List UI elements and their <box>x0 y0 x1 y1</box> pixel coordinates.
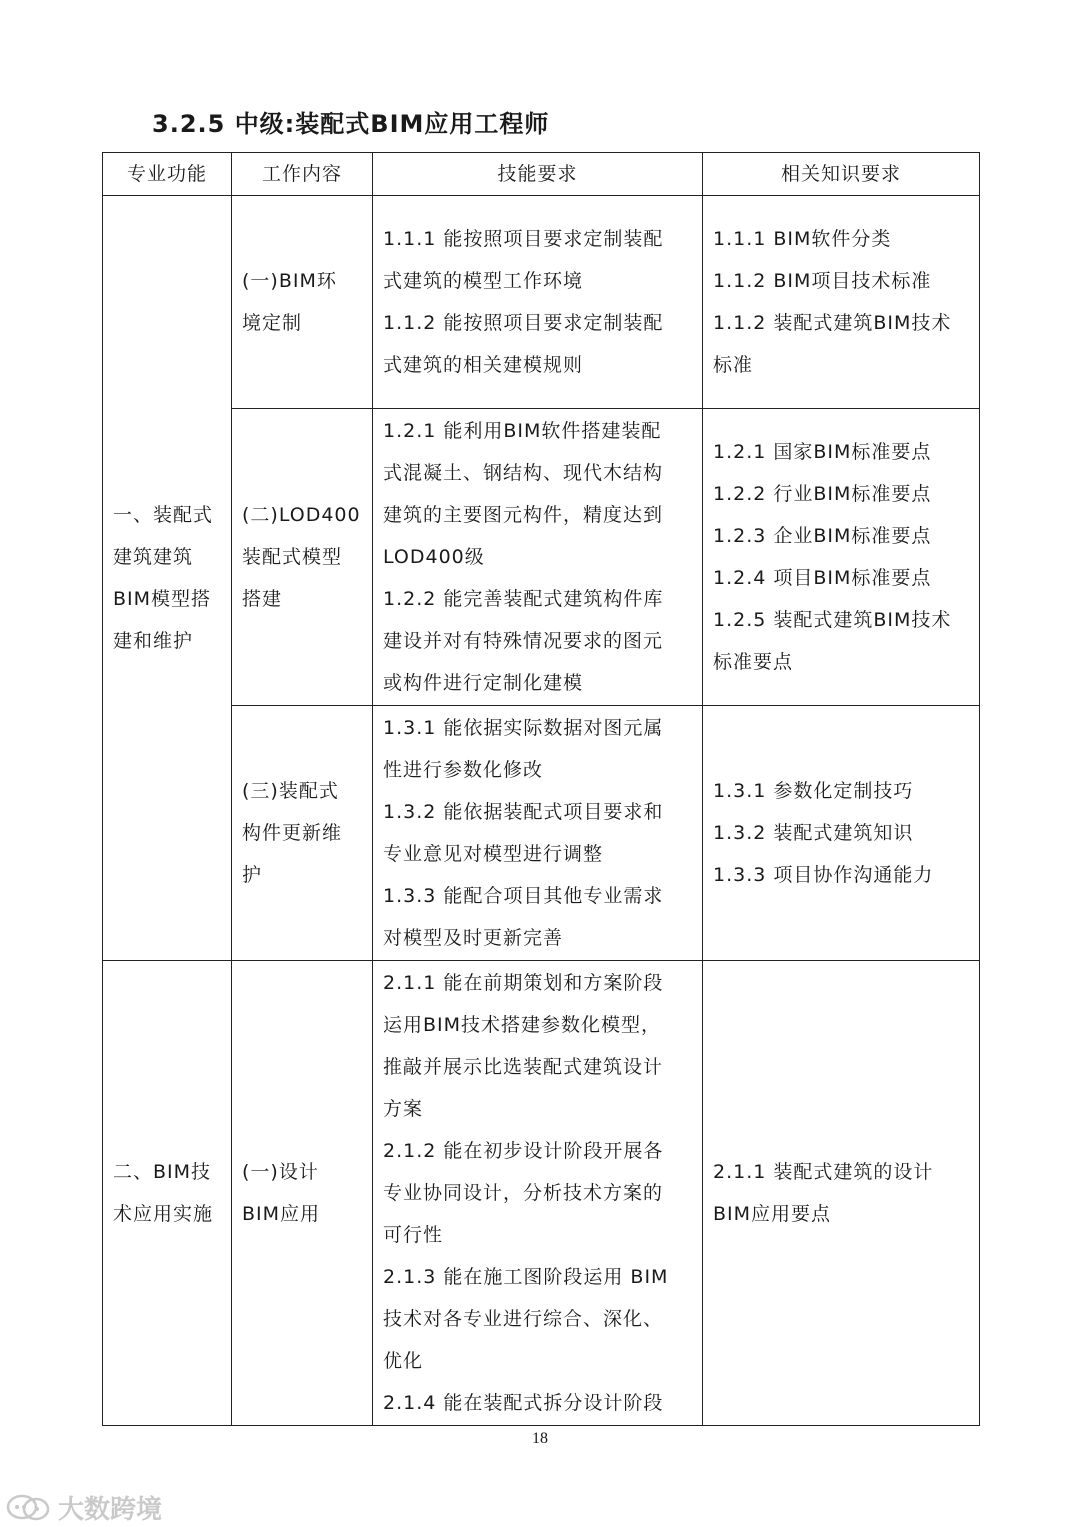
work-cell-1-2 <box>232 409 373 706</box>
work-text-1-1: (一)BIM环 境定制 <box>242 270 337 334</box>
section-title: 3.2.5 中级:装配式BIM应用工程师 <box>152 110 550 138</box>
knowledge-text-1-1: 1.1.1 BIM软件分类 1.1.2 BIM项目技术标准 1.1.2 装配式建筑BIM技术 标准 <box>713 228 952 376</box>
knowledge-text-2-1: 2.1.1 装配式建筑的设计 BIM应用要点 <box>713 1161 934 1225</box>
skill-text-1-2: 1.2.1 能利用BIM软件搭建装配 式混凝土、钢结构、现代木结构 建筑的主要图元构件，精度达到 LOD400级 1.2.2 能完善装配式建筑构件库 建设并对有特殊情况要求的图元 或构件进行定制化建模 <box>383 420 664 694</box>
knowledge-text-1-2: 1.2.1 国家BIM标准要点 1.2.2 行业BIM标准要点 1.2.3 企业BIM标准要点 1.2.4 项目BIM标准要点 1.2.5 装配式建筑BIM技术 标准要点 <box>713 441 952 673</box>
function-cell-2 <box>103 961 232 1426</box>
knowledge-cell-1-3 <box>703 706 980 961</box>
skill-text-1-3: 1.3.1 能依据实际数据对图元属 性进行参数化修改 1.3.2 能依据装配式项目要求和 专业意见对模型进行调整 1.3.3 能配合项目其他专业需求 对模型及时更新完善 <box>383 717 664 949</box>
work-cell-2-1 <box>232 961 373 1426</box>
knowledge-cell-2-1 <box>703 961 980 1426</box>
skills-table <box>102 152 980 1426</box>
header-function: 专业功能 <box>103 153 232 196</box>
work-cell-1-1 <box>232 196 373 409</box>
work-cell-1-3 <box>232 706 373 961</box>
header-work: 工作内容 <box>232 153 373 196</box>
function-cell-1 <box>103 196 232 961</box>
skill-cell-1-2 <box>373 409 703 706</box>
function-text-2: 二、BIM技 术应用实施 <box>113 1161 214 1225</box>
table-row <box>103 409 980 706</box>
skill-cell-1-1 <box>373 196 703 409</box>
header-knowledge: 相关知识要求 <box>703 153 980 196</box>
work-text-2-1: (一)设计 BIM应用 <box>242 1161 321 1225</box>
knowledge-text-1-3: 1.3.1 参数化定制技巧 1.3.2 装配式建筑知识 1.3.3 项目协作沟通能力 <box>713 780 934 886</box>
skill-cell-2-1 <box>373 961 703 1426</box>
table-header-row <box>103 153 980 196</box>
skill-text-2-1: 2.1.1 能在前期策划和方案阶段 运用BIM技术搭建参数化模型， 推敲并展示比选装配式建筑设计 方案 2.1.2 能在初步设计阶段开展各 专业协同设计，分析技术方案的 可行性 2.1.3 能在施工图阶段运用 BIM 技术对各专业进行综合、深化、 优化 2.1.4 能在装配式拆分设计阶段 <box>383 972 669 1414</box>
skill-text-1-1: 1.1.1 能按照项目要求定制装配 式建筑的模型工作环境 1.1.2 能按照项目要求定制装配 式建筑的相关建模规则 <box>383 228 664 376</box>
table-row <box>103 961 980 1426</box>
function-text-1: 一、装配式 建筑建筑 BIM模型搭 建和维护 <box>113 504 214 652</box>
header-skill: 技能要求 <box>373 153 703 196</box>
skill-cell-1-3 <box>373 706 703 961</box>
watermark-text: 大数跨境 <box>58 1495 163 1525</box>
work-text-1-2: (二)LOD400 装配式模型 搭建 <box>242 504 361 610</box>
knowledge-cell-1-1 <box>703 196 980 409</box>
table-row <box>103 706 980 961</box>
knowledge-cell-1-2 <box>703 409 980 706</box>
table-row <box>103 196 980 409</box>
chat-bubble-logo-icon <box>6 1493 52 1523</box>
watermark <box>6 1489 162 1526</box>
work-text-1-3: (三)装配式 构件更新维 护 <box>242 780 343 886</box>
page-number: 18 <box>532 1430 548 1447</box>
